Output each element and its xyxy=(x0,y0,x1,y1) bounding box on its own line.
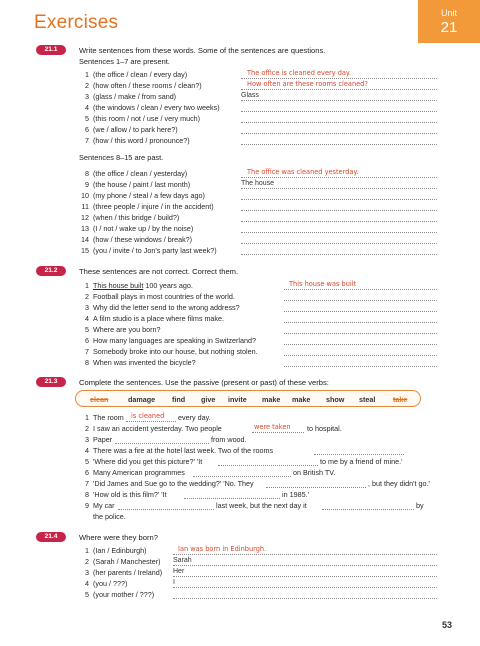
unit-tab xyxy=(418,0,480,43)
sentence-text: 'Where did you get this picture?' 'It xyxy=(93,457,203,466)
verb-word: make xyxy=(292,395,311,404)
sentence-text: every day. xyxy=(178,413,211,422)
item-number: 7 xyxy=(85,136,89,145)
item-number: 8 xyxy=(85,169,89,178)
given-start: Sarah xyxy=(173,557,192,564)
answer-line[interactable] xyxy=(241,191,437,200)
page-number: 53 xyxy=(442,620,453,630)
sentence-rest: 100 years ago. xyxy=(143,281,193,290)
exercise-instruction: Where were they born? xyxy=(79,533,158,542)
verb-word: clean xyxy=(90,395,109,404)
sentence-text: My car xyxy=(93,501,115,510)
item-number: 10 xyxy=(81,191,89,200)
item-prompt: (Sarah / Manchester) xyxy=(93,557,161,566)
item-number: 4 xyxy=(85,103,89,112)
verb-word: show xyxy=(326,395,345,404)
item-number: 4 xyxy=(85,314,89,323)
answer-line[interactable] xyxy=(173,579,437,588)
answer-line[interactable] xyxy=(322,501,414,510)
item-number: 12 xyxy=(81,213,89,222)
item-number: 6 xyxy=(85,468,89,477)
item-prompt: (her parents / Ireland) xyxy=(93,568,163,577)
item-prompt: (you / invite / to Jon's party last week?) xyxy=(93,246,217,255)
item-sentence: A film studio is a place where films make. xyxy=(93,314,225,323)
answer-line[interactable] xyxy=(173,590,437,599)
item-prompt: (three people / injure / in the accident) xyxy=(93,202,214,211)
verb-word: find xyxy=(172,395,186,404)
verb-word: take xyxy=(393,395,408,404)
answer-line[interactable] xyxy=(241,224,437,233)
given-start: Her xyxy=(173,568,185,575)
answer-text: is cleaned xyxy=(131,412,165,420)
item-number: 15 xyxy=(81,246,89,255)
item-prompt: (how often / these rooms / clean?) xyxy=(93,81,202,90)
item-sentence: Where are you born? xyxy=(93,325,161,334)
sentence-text: by xyxy=(416,501,424,510)
given-start: The house xyxy=(241,180,275,187)
answer-line[interactable] xyxy=(173,568,437,577)
exercise-instruction: Complete the sentences. Use the passive (present or past) of these verbs: xyxy=(79,378,329,387)
item-prompt: (the windows / clean / every two weeks) xyxy=(93,103,220,112)
item-number: 5 xyxy=(85,114,89,123)
given-start: I xyxy=(173,579,175,586)
item-number: 3 xyxy=(85,303,89,312)
answer-line[interactable] xyxy=(241,92,437,101)
item-number: 11 xyxy=(81,202,89,211)
sentence-text: 'How old is this film?' 'It xyxy=(93,490,167,499)
item-prompt: (my phone / steal / a few days ago) xyxy=(93,191,205,200)
item-sentence: How many languages are speaking in Switzerland? xyxy=(93,336,257,345)
exercise-badge: 21.1 xyxy=(36,45,66,55)
item-number: 9 xyxy=(85,180,89,189)
answer-text: How often are these rooms cleaned? xyxy=(247,80,368,88)
item-number: 5 xyxy=(85,457,89,466)
item-number: 7 xyxy=(85,347,89,356)
item-number: 5 xyxy=(85,590,89,599)
item-number: 2 xyxy=(85,424,89,433)
answer-text: Ian was born in Edinburgh. xyxy=(178,545,267,553)
item-sentence xyxy=(93,281,193,290)
page-title: Exercises xyxy=(34,12,119,33)
verb-word: invite xyxy=(228,395,247,404)
answer-line[interactable] xyxy=(284,303,437,312)
item-number: 6 xyxy=(85,336,89,345)
item-number: 4 xyxy=(85,446,89,455)
answer-line[interactable] xyxy=(284,347,437,356)
answer-line[interactable] xyxy=(284,336,437,345)
answer-line[interactable] xyxy=(218,457,318,466)
item-number: 2 xyxy=(85,292,89,301)
answer-line[interactable] xyxy=(184,490,280,499)
item-sentence: When was invented the bicycle? xyxy=(93,358,196,367)
sentence-text: There was a fire at the hotel last week. Two of the rooms xyxy=(93,446,274,455)
item-prompt: (when / this bridge / build?) xyxy=(93,213,180,222)
answer-text: were taken xyxy=(254,423,291,431)
item-sentence: Football plays in most countries of the world. xyxy=(93,292,235,301)
answer-line[interactable] xyxy=(241,125,437,134)
answer-line[interactable] xyxy=(241,213,437,222)
answer-line[interactable] xyxy=(241,246,437,255)
exercise-badge: 21.4 xyxy=(36,532,66,542)
item-number: 3 xyxy=(85,92,89,101)
item-prompt: (the house / paint / last month) xyxy=(93,180,191,189)
item-number: 1 xyxy=(85,546,89,555)
answer-line[interactable] xyxy=(241,114,437,123)
exercise-instruction: Write sentences from these words. Some of the sentences are questions. xyxy=(79,46,326,55)
verb-word: make xyxy=(262,395,281,404)
unit-number: 21 xyxy=(440,19,458,36)
answer-text: The office was cleaned yesterday. xyxy=(247,168,359,176)
item-prompt: (how / this word / pronounce?) xyxy=(93,136,190,145)
verb-word: steal xyxy=(359,395,376,404)
item-number: 3 xyxy=(85,568,89,577)
item-prompt: (this room / not / use / very much) xyxy=(93,114,201,123)
item-number: 1 xyxy=(85,413,89,422)
sentence-text: last week, but the next day it xyxy=(216,501,307,510)
item-prompt: (we / allow / to park here?) xyxy=(93,125,178,134)
answer-line[interactable] xyxy=(314,446,404,455)
answer-line[interactable] xyxy=(115,435,209,444)
item-number: 7 xyxy=(85,479,89,488)
answer-line[interactable] xyxy=(241,235,437,244)
sentence-text: The room xyxy=(93,413,124,422)
sentence-text: Paper xyxy=(93,435,113,444)
answer-line[interactable] xyxy=(193,468,291,477)
item-number: 2 xyxy=(85,81,89,90)
item-number: 1 xyxy=(85,281,89,290)
exercise-badge: 21.2 xyxy=(36,266,66,276)
answer-text: This house was built xyxy=(289,280,357,288)
item-prompt: (your mother / ???) xyxy=(93,590,155,599)
sentence-text: on British TV. xyxy=(293,468,336,477)
answer-line[interactable] xyxy=(284,292,437,301)
item-prompt: (how / these windows / break?) xyxy=(93,235,193,244)
item-prompt: (glass / make / from sand) xyxy=(93,92,177,101)
answer-line[interactable] xyxy=(118,501,214,510)
item-number: 6 xyxy=(85,125,89,134)
answer-line[interactable] xyxy=(241,103,437,112)
verb-word: give xyxy=(201,395,216,404)
sentence-text: the police. xyxy=(93,512,126,521)
item-number: 14 xyxy=(81,235,89,244)
answer-line[interactable] xyxy=(241,136,437,145)
item-number: 5 xyxy=(85,325,89,334)
exercise-instruction: These sentences are not correct. Correct them. xyxy=(79,267,239,276)
exercise-badge: 21.3 xyxy=(36,377,66,387)
item-number: 4 xyxy=(85,579,89,588)
item-prompt: (the office / clean / every day) xyxy=(93,70,188,79)
sentence-text: to hospital. xyxy=(307,424,342,433)
item-prompt: (you / ???) xyxy=(93,579,128,588)
sentence-text: 'Did James and Sue go to the wedding?' 'No. They xyxy=(93,479,254,488)
verb-word: damage xyxy=(128,395,156,404)
sentence-text: Many American programmes xyxy=(93,468,185,477)
unit-label: Unit xyxy=(440,8,457,18)
sentence-text: , but they didn't go.' xyxy=(368,479,430,488)
answer-line[interactable] xyxy=(266,479,366,488)
underlined-error: This house built xyxy=(93,281,144,290)
item-prompt: (the office / clean / yesterday) xyxy=(93,169,188,178)
item-number: 9 xyxy=(85,501,89,510)
item-number: 8 xyxy=(85,358,89,367)
sentence-text: in 1985.' xyxy=(282,490,309,499)
subheading: Sentences 1–7 are present. xyxy=(79,57,170,66)
sentence-text: I saw an accident yesterday. Two people xyxy=(93,424,222,433)
item-number: 3 xyxy=(85,435,89,444)
answer-line[interactable] xyxy=(241,202,437,211)
item-number: 8 xyxy=(85,490,89,499)
given-start: Glass xyxy=(241,92,259,99)
verb-box xyxy=(75,390,421,407)
answer-line[interactable] xyxy=(284,314,437,323)
answer-line[interactable] xyxy=(173,557,437,566)
answer-text: The office is cleaned every day. xyxy=(247,69,351,77)
answer-line[interactable] xyxy=(284,358,437,367)
item-number: 13 xyxy=(81,224,89,233)
item-number: 1 xyxy=(85,70,89,79)
item-sentence: Somebody broke into our house, but nothing stolen. xyxy=(93,347,258,356)
answer-line[interactable] xyxy=(284,325,437,334)
item-sentence: Why did the letter send to the wrong address? xyxy=(93,303,240,312)
sentence-text: to me by a friend of mine.' xyxy=(320,457,403,466)
subheading: Sentences 8–15 are past. xyxy=(79,153,164,162)
item-number: 2 xyxy=(85,557,89,566)
item-prompt: (Ian / Edinburgh) xyxy=(93,546,147,555)
sentence-text: from wood. xyxy=(211,435,247,444)
item-prompt: (I / not / wake up / by the noise) xyxy=(93,224,194,233)
